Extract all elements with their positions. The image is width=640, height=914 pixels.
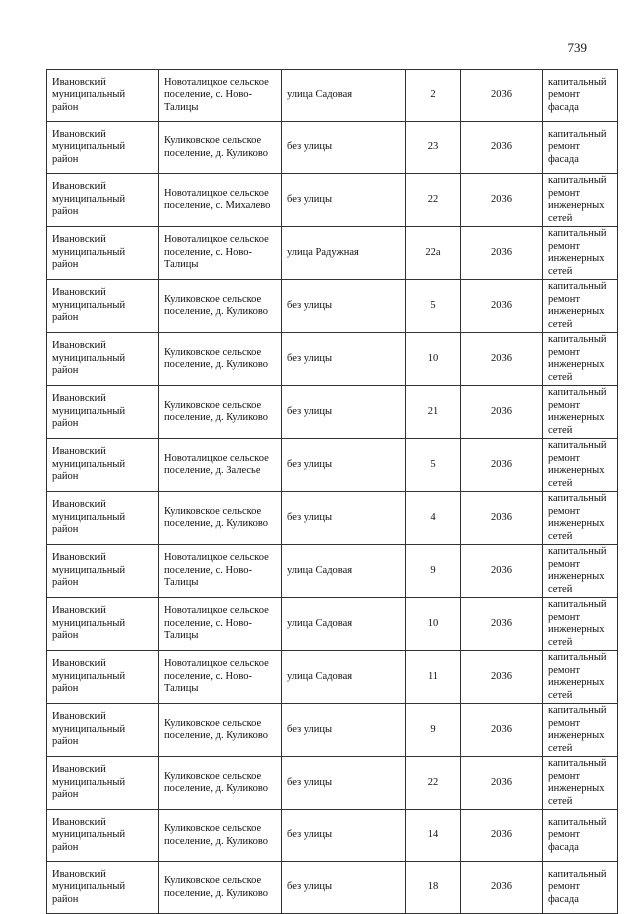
housing-repair-table (46, 69, 618, 914)
table-row (47, 810, 618, 862)
house-number-cell: 22 (406, 757, 461, 810)
house-number-cell: 10 (406, 333, 461, 386)
street-cell: без улицы (282, 492, 406, 545)
work-type-cell: капитальный ремонт фасада (543, 70, 618, 122)
settlement-cell: Новоталицкое сельское поселение, д. Залесье (159, 439, 282, 492)
street-cell: без улицы (282, 386, 406, 439)
street-cell: без улицы (282, 757, 406, 810)
year-cell: 2036 (461, 757, 543, 810)
district-cell: Ивановский муниципальный район (47, 333, 159, 386)
table-row (47, 862, 618, 914)
street-cell: без улицы (282, 439, 406, 492)
settlement-cell: Куликовское сельское поселение, д. Куликово (159, 862, 282, 914)
year-cell: 2036 (461, 651, 543, 704)
house-number-cell: 9 (406, 704, 461, 757)
work-type-cell: капитальный ремонт инженерных сетей (543, 386, 618, 439)
street-cell: без улицы (282, 280, 406, 333)
year-cell: 2036 (461, 492, 543, 545)
house-number-cell: 14 (406, 810, 461, 862)
year-cell: 2036 (461, 545, 543, 598)
page-number: 739 (567, 40, 587, 55)
district-cell: Ивановский муниципальный район (47, 757, 159, 810)
work-type-cell: капитальный ремонт инженерных сетей (543, 492, 618, 545)
house-number-cell: 4 (406, 492, 461, 545)
table-row (47, 122, 618, 174)
work-type-cell: капитальный ремонт инженерных сетей (543, 439, 618, 492)
table-row (47, 492, 618, 545)
street-cell: без улицы (282, 333, 406, 386)
district-cell: Ивановский муниципальный район (47, 704, 159, 757)
house-number-cell: 10 (406, 598, 461, 651)
year-cell: 2036 (461, 862, 543, 914)
table-row (47, 545, 618, 598)
house-number-cell: 22 (406, 174, 461, 227)
table-row (47, 651, 618, 704)
district-cell: Ивановский муниципальный район (47, 386, 159, 439)
district-cell: Ивановский муниципальный район (47, 439, 159, 492)
work-type-cell: капитальный ремонт инженерных сетей (543, 280, 618, 333)
table-row (47, 280, 618, 333)
settlement-cell: Новоталицкое сельское поселение, с. Ново-Талицы (159, 227, 282, 280)
year-cell: 2036 (461, 439, 543, 492)
district-cell: Ивановский муниципальный район (47, 598, 159, 651)
street-cell: улица Садовая (282, 545, 406, 598)
work-type-cell: капитальный ремонт инженерных сетей (543, 174, 618, 227)
district-cell: Ивановский муниципальный район (47, 70, 159, 122)
house-number-cell: 11 (406, 651, 461, 704)
year-cell: 2036 (461, 280, 543, 333)
year-cell: 2036 (461, 333, 543, 386)
settlement-cell: Новоталицкое сельское поселение, с. Ново-Талицы (159, 598, 282, 651)
district-cell: Ивановский муниципальный район (47, 280, 159, 333)
work-type-cell: капитальный ремонт инженерных сетей (543, 757, 618, 810)
district-cell: Ивановский муниципальный район (47, 174, 159, 227)
house-number-cell: 23 (406, 122, 461, 174)
settlement-cell: Новоталицкое сельское поселение, с. Ново-Талицы (159, 651, 282, 704)
house-number-cell: 18 (406, 862, 461, 914)
work-type-cell: капитальный ремонт инженерных сетей (543, 704, 618, 757)
table-row (47, 439, 618, 492)
settlement-cell: Куликовское сельское поселение, д. Куликово (159, 280, 282, 333)
table-row (47, 227, 618, 280)
street-cell: улица Садовая (282, 70, 406, 122)
settlement-cell: Новоталицкое сельское поселение, с. Михалево (159, 174, 282, 227)
work-type-cell: капитальный ремонт фасада (543, 810, 618, 862)
work-type-cell: капитальный ремонт инженерных сетей (543, 333, 618, 386)
settlement-cell: Куликовское сельское поселение, д. Куликово (159, 757, 282, 810)
street-cell: улица Садовая (282, 598, 406, 651)
street-cell: без улицы (282, 862, 406, 914)
settlement-cell: Куликовское сельское поселение, д. Куликово (159, 704, 282, 757)
year-cell: 2036 (461, 704, 543, 757)
district-cell: Ивановский муниципальный район (47, 810, 159, 862)
year-cell: 2036 (461, 598, 543, 651)
house-number-cell: 5 (406, 280, 461, 333)
district-cell: Ивановский муниципальный район (47, 545, 159, 598)
table-body (47, 70, 618, 914)
district-cell: Ивановский муниципальный район (47, 651, 159, 704)
year-cell: 2036 (461, 386, 543, 439)
district-cell: Ивановский муниципальный район (47, 492, 159, 545)
street-cell: без улицы (282, 810, 406, 862)
street-cell: без улицы (282, 704, 406, 757)
settlement-cell: Куликовское сельское поселение, д. Куликово (159, 492, 282, 545)
house-number-cell: 22а (406, 227, 461, 280)
work-type-cell: капитальный ремонт инженерных сетей (543, 598, 618, 651)
table-row (47, 333, 618, 386)
table-row (47, 757, 618, 810)
work-type-cell: капитальный ремонт инженерных сетей (543, 651, 618, 704)
settlement-cell: Новоталицкое сельское поселение, с. Ново-Талицы (159, 70, 282, 122)
house-number-cell: 2 (406, 70, 461, 122)
street-cell: без улицы (282, 174, 406, 227)
table-row (47, 704, 618, 757)
settlement-cell: Куликовское сельское поселение, д. Куликово (159, 122, 282, 174)
year-cell: 2036 (461, 227, 543, 280)
work-type-cell: капитальный ремонт инженерных сетей (543, 545, 618, 598)
table-row (47, 386, 618, 439)
year-cell: 2036 (461, 174, 543, 227)
settlement-cell: Новоталицкое сельское поселение, с. Ново-Талицы (159, 545, 282, 598)
house-number-cell: 5 (406, 439, 461, 492)
district-cell: Ивановский муниципальный район (47, 227, 159, 280)
settlement-cell: Куликовское сельское поселение, д. Куликово (159, 810, 282, 862)
settlement-cell: Куликовское сельское поселение, д. Куликово (159, 333, 282, 386)
district-cell: Ивановский муниципальный район (47, 862, 159, 914)
district-cell: Ивановский муниципальный район (47, 122, 159, 174)
street-cell: без улицы (282, 122, 406, 174)
year-cell: 2036 (461, 810, 543, 862)
house-number-cell: 9 (406, 545, 461, 598)
work-type-cell: капитальный ремонт фасада (543, 122, 618, 174)
work-type-cell: капитальный ремонт инженерных сетей (543, 227, 618, 280)
table-row (47, 598, 618, 651)
street-cell: улица Садовая (282, 651, 406, 704)
settlement-cell: Куликовское сельское поселение, д. Куликово (159, 386, 282, 439)
street-cell: улица Радужная (282, 227, 406, 280)
year-cell: 2036 (461, 70, 543, 122)
table-row (47, 70, 618, 122)
work-type-cell: капитальный ремонт фасада (543, 862, 618, 914)
house-number-cell: 21 (406, 386, 461, 439)
table-row (47, 174, 618, 227)
year-cell: 2036 (461, 122, 543, 174)
